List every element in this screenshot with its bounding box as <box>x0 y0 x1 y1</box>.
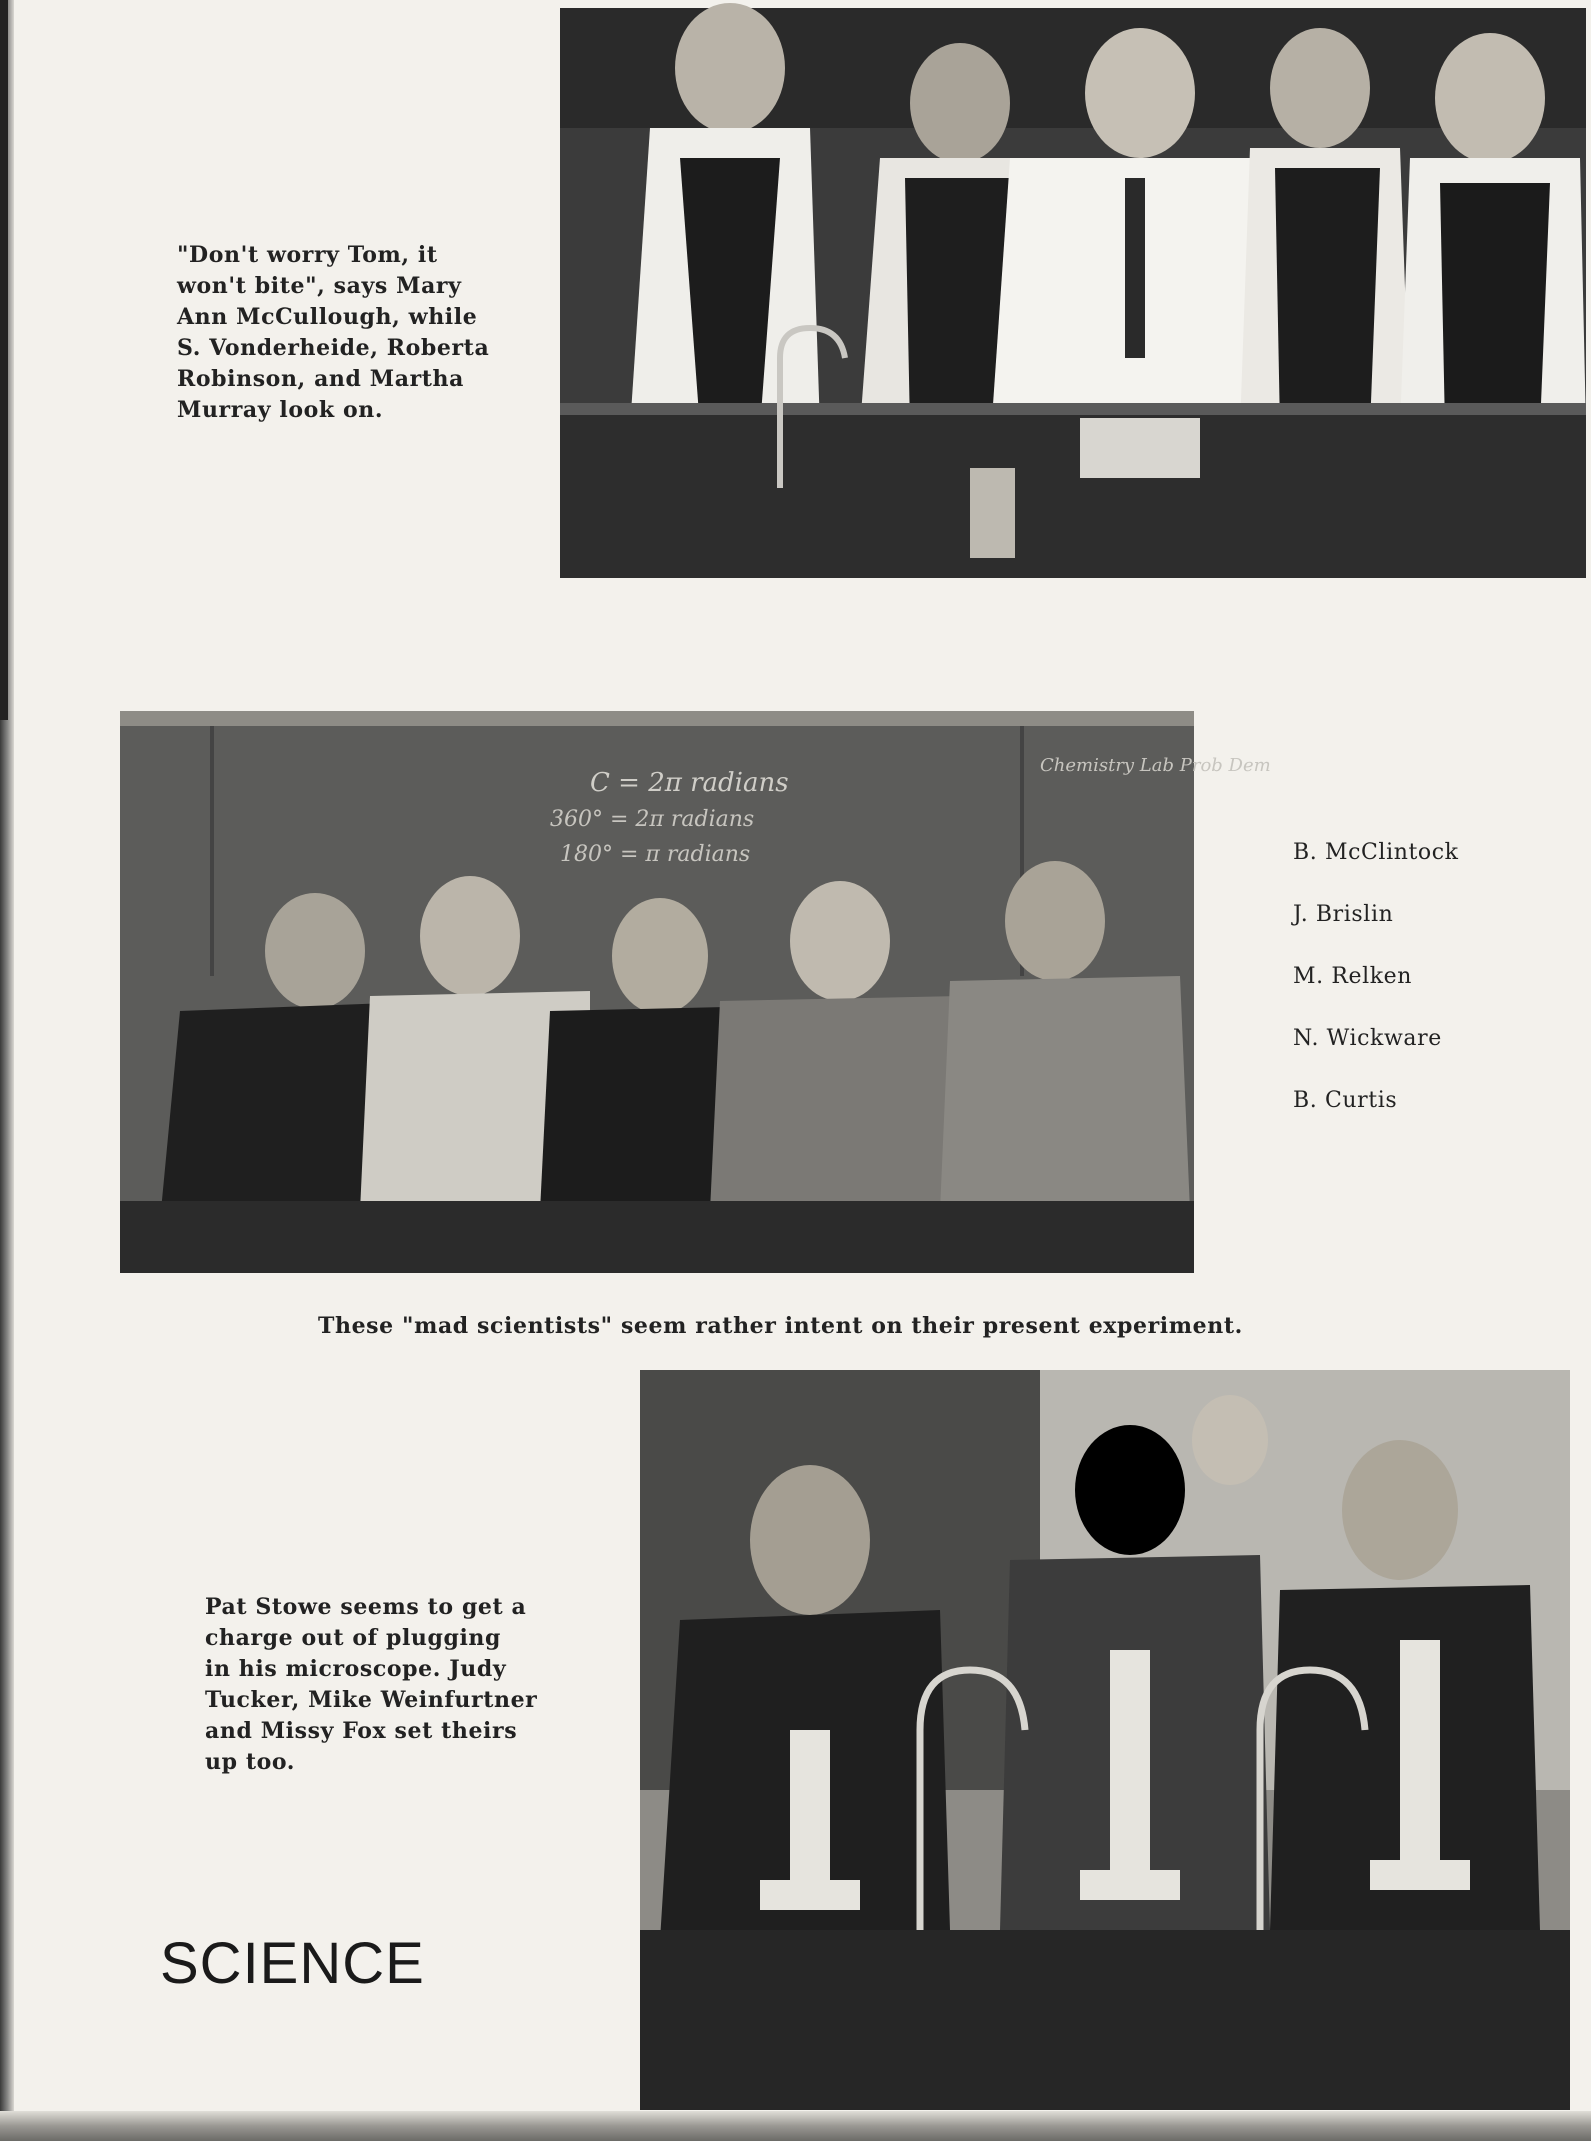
caption-middle-photo: These "mad scientists" seem rather intent on their present experiment. <box>318 1313 1243 1339</box>
caption-top-photo: "Don't worry Tom, it won't bite", says Mary Ann McCullough, while S. Vonderheide, Roberta Robinson, and Martha Murray look on. <box>177 242 490 423</box>
chalk-line-2: 360° = 2π radians <box>550 807 755 832</box>
chalk-line-3: 180° = π radians <box>560 842 751 867</box>
section-title: SCIENCE <box>160 1931 425 1996</box>
name-item: B. McClintock <box>1293 840 1459 865</box>
name-item: J. Brislin <box>1293 902 1394 927</box>
spine-mark <box>0 0 8 720</box>
page-spine <box>0 0 14 2141</box>
boy-figure-back <box>1192 1395 1268 1485</box>
name-item: M. Relken <box>1293 964 1413 989</box>
caption-names-list <box>1293 806 1533 1147</box>
chalk-line-1: C = 2π radians <box>590 768 789 798</box>
name-item: N. Wickware <box>1293 1026 1442 1051</box>
box <box>970 468 1015 558</box>
chalk-corner: Chemistry Lab Prob Dem <box>1040 755 1271 776</box>
photo-mad-scientists <box>120 711 1271 1273</box>
photo-lab-bench-drawing <box>560 8 1586 578</box>
name-item: B. Curtis <box>1293 1088 1398 1113</box>
photo-microscopes-drawing <box>640 1370 1570 2110</box>
photo-chalkboard-drawing <box>120 711 1271 1273</box>
photo-lab-bench-students <box>560 8 1586 578</box>
page-bottom-edge <box>0 2111 1591 2141</box>
photo-microscopes <box>640 1370 1570 2110</box>
caption-bottom-photo: Pat Stowe seems to get a charge out of plugging in his microscope. Judy Tucker, Mike Weinfurtner and Missy Fox set theirs up too. <box>205 1594 538 1775</box>
dissection-tray <box>1080 418 1200 478</box>
